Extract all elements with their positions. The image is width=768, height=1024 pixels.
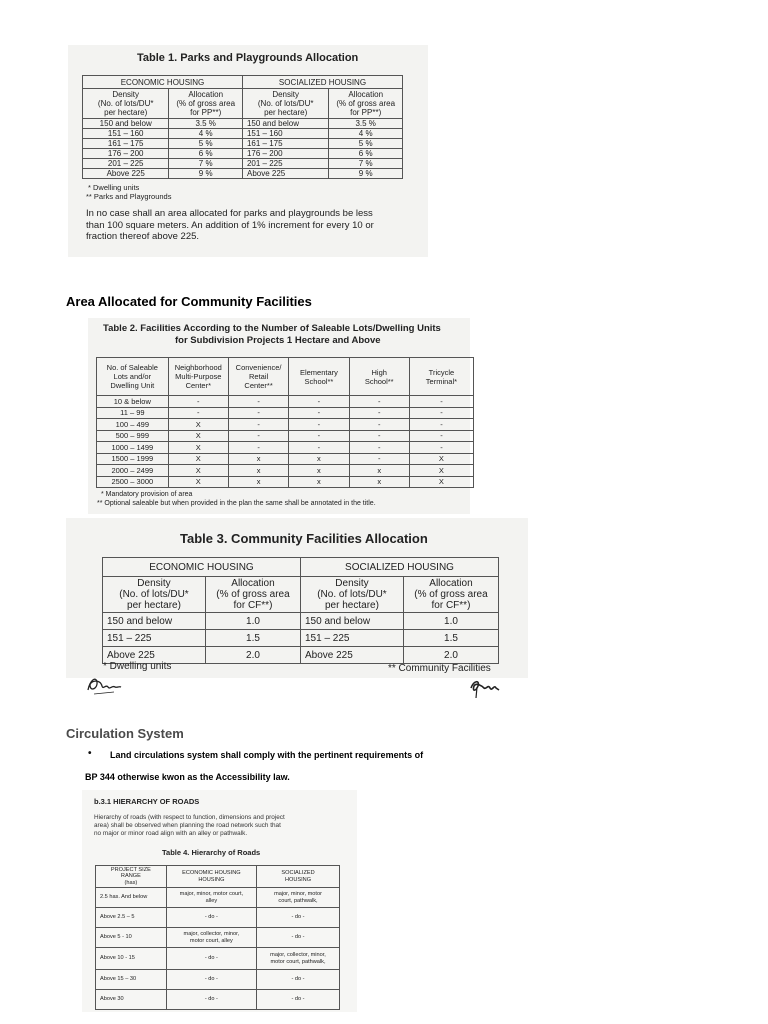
table-row: Above 225 9 % Above 225 9 % [83, 169, 403, 179]
table1-density-header: Density (No. of lots/DU* per hectare) [83, 89, 169, 119]
table-row: 2.5 has. And below major, minor, motor court, alley major, minor, motor court, pathwalk, [96, 888, 340, 908]
table1-allocation-header: Allocation (% of gross area for PP**) [169, 89, 243, 119]
table4 [95, 865, 340, 1010]
table4-paragraph: Hierarchy of roads (with respect to function, dimensions and project area) shall be observed when planning the road network such that no major or minor road align with an alley or pathwalk. [94, 814, 285, 837]
table4-header-project-size: PROJECT SIZE RANGE (has) [96, 866, 167, 888]
table1-footnote-2: ** Parks and Playgrounds [86, 192, 172, 201]
table-row: 161 – 175 5 % 161 – 175 5 % [83, 139, 403, 149]
table-row: Above 30 - do - - do - [96, 990, 340, 1010]
bullet-text-line-1: Land circulations system shall comply with the pertinent requirements of [110, 750, 424, 760]
signature-initials-left [84, 672, 124, 698]
table1-footnote-1: * Dwelling units [88, 183, 140, 192]
table2-header-neighborhood-center: Neighborhood Multi-Purpose Center* [168, 358, 228, 396]
table-row: Above 2.5 – 5 - do - - do - [96, 908, 340, 928]
table-row: 1000 – 1499 X - - - - [97, 442, 474, 454]
table1-title: Table 1. Parks and Playgrounds Allocation [137, 52, 359, 64]
table3-footnote-1: * Dwelling units [103, 661, 172, 672]
table3-footnote-2: ** Community Facilities [388, 663, 491, 674]
table1-group-economic: ECONOMIC HOUSING [83, 76, 243, 89]
table4-section-title: b.3.1 HIERARCHY OF ROADS [94, 797, 200, 806]
table-row: 201 – 225 7 % 201 – 225 7 % [83, 159, 403, 169]
table-row: 2000 – 2499 X x x x X [97, 465, 474, 477]
table-row: 11 – 99 - - - - - [97, 407, 474, 419]
table2-footnote-2: ** Optional saleable but when provided in the plan the same shall be annotated in the title. [97, 500, 376, 507]
table2 [96, 357, 474, 488]
table-row: 2500 – 3000 X x x x X [97, 476, 474, 488]
table1-density-header: Density (No. of lots/DU* per hectare) [242, 89, 328, 119]
table2-header-tricycle-terminal: Tricycle Terminal* [409, 358, 473, 396]
signature-initials-right [468, 676, 502, 700]
table-row: 150 and below 3.5 % 150 and below 3.5 % [83, 119, 403, 129]
table3-density-header: Density (No. of lots/DU* per hectare) [103, 577, 206, 613]
table3-group-socialized: SOCIALIZED HOUSING [300, 558, 498, 577]
bullet-text-line-2: BP 344 otherwise kwon as the Accessibility law. [85, 772, 290, 782]
table-row: 151 – 160 4 % 151 – 160 4 % [83, 129, 403, 139]
table3-density-header: Density (No. of lots/DU* per hectare) [300, 577, 403, 613]
bullet-icon: • [88, 748, 92, 759]
table-row: Above 10 - 15 - do - major, collector, minor, motor court, pathwalk, [96, 948, 340, 970]
table-row: 10 & below - - - - - [97, 396, 474, 408]
table2-header-elementary-school: Elementary School** [289, 358, 349, 396]
table4-header-socialized: SOCIALIZED HOUSING [257, 866, 340, 888]
table2-header-convenience-center: Convenience/ Retail Center** [228, 358, 288, 396]
table-row: 500 – 999 X - - - - [97, 430, 474, 442]
table2-header-high-school: High School** [349, 358, 409, 396]
table3-allocation-header: Allocation (% of gross area for CF**) [403, 577, 498, 613]
table3 [102, 557, 499, 664]
table2-header-lots: No. of Saleable Lots and/or Dwelling Unit [97, 358, 169, 396]
section-heading-community-facilities: Area Allocated for Community Facilities [66, 294, 312, 309]
table4-title: Table 4. Hierarchy of Roads [162, 848, 261, 857]
table3-allocation-header: Allocation (% of gross area for CF**) [205, 577, 300, 613]
table-row: Above 15 – 30 - do - - do - [96, 970, 340, 990]
table-row: 151 – 225 1.5 151 – 225 1.5 [103, 630, 499, 647]
table4-header-economic: ECONOMIC HOUSING HOUSING [166, 866, 256, 888]
table3-title: Table 3. Community Facilities Allocation [180, 531, 428, 546]
table2-footnote-1: * Mandatory provision of area [101, 491, 193, 498]
table1-allocation-header: Allocation (% of gross area for PP**) [329, 89, 403, 119]
table1 [82, 75, 403, 179]
table-row: 1500 – 1999 X x x - X [97, 453, 474, 465]
table1-paragraph: In no case shall an area allocated for parks and playgrounds be less than 100 square meters. An addition of 1% increment for every 10 or fraction thereof above 225. [86, 208, 374, 242]
table1-group-socialized: SOCIALIZED HOUSING [242, 76, 402, 89]
table-row: Above 5 - 10 major, collector, minor, motor court, alley - do - [96, 928, 340, 948]
table-row: Above 225 2.0 Above 225 2.0 [103, 647, 499, 664]
table3-group-economic: ECONOMIC HOUSING [103, 558, 301, 577]
table2-title-line-2: for Subdivision Projects 1 Hectare and Above [175, 335, 381, 346]
table2-title-line-1: Table 2. Facilities According to the Number of Saleable Lots/Dwelling Units [103, 323, 441, 334]
table-row: 176 – 200 6 % 176 – 200 6 % [83, 149, 403, 159]
section-heading-circulation-system: Circulation System [66, 726, 184, 741]
table-row: 150 and below 1.0 150 and below 1.0 [103, 613, 499, 630]
table-row: 100 – 499 X - - - - [97, 419, 474, 431]
